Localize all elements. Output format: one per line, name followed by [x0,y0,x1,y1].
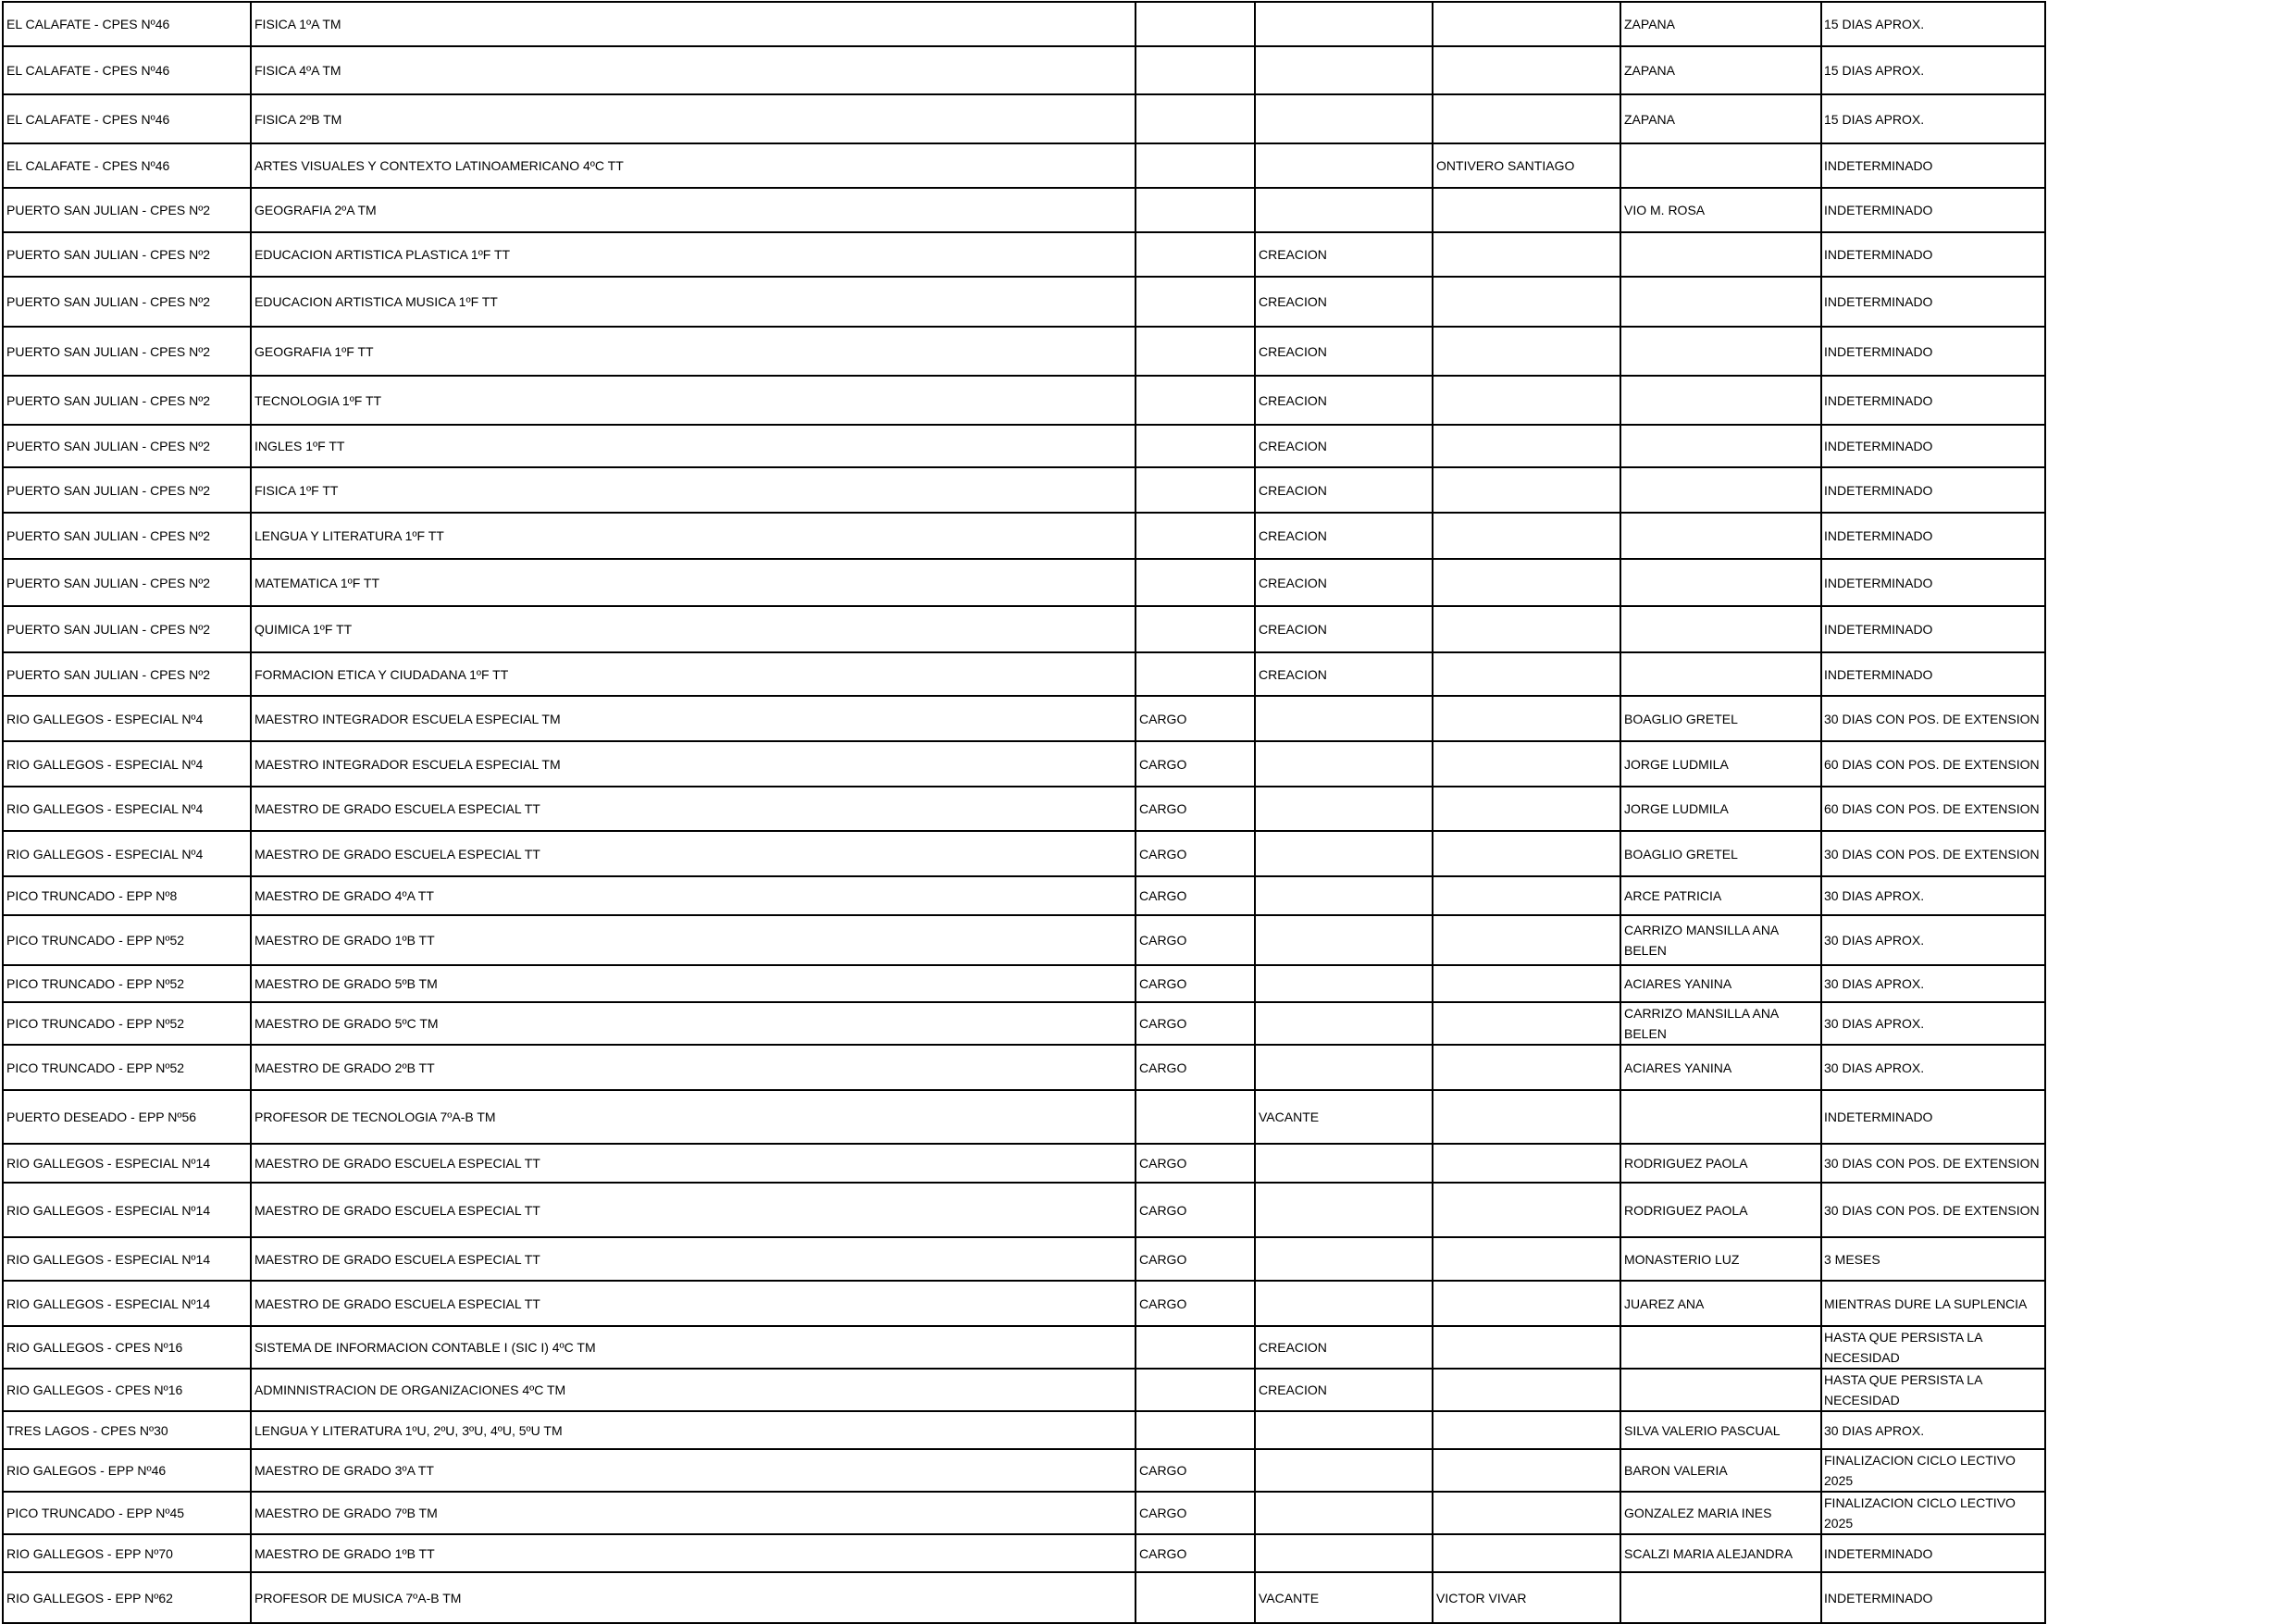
assigned-teacher-cell [1433,1369,1620,1411]
school-cell: RIO GALLEGOS - ESPECIAL Nº4 [3,696,251,741]
school-cell: PUERTO SAN JULIAN - CPES Nº2 [3,327,251,376]
substitute-teacher-cell: ZAPANA [1620,2,1821,46]
table-row [3,1449,2045,1492]
school-cell: PICO TRUNCADO - EPP Nº52 [3,1002,251,1045]
duration-cell: INDETERMINADO [1821,652,2045,696]
school-cell: PUERTO SAN JULIAN - CPES Nº2 [3,232,251,277]
school-cell: RIO GALLEGOS - ESPECIAL Nº14 [3,1237,251,1281]
assigned-teacher-cell: ONTIVERO SANTIAGO [1433,143,1620,188]
table-row [3,1237,2045,1281]
subject-cell: MAESTRO DE GRADO 7ºB TM [251,1492,1136,1534]
duration-cell: 30 DIAS CON POS. DE EXTENSION [1821,831,2045,876]
duration-cell: 30 DIAS CON POS. DE EXTENSION [1821,1144,2045,1183]
subject-cell: EDUCACION ARTISTICA PLASTICA 1ºF TT [251,232,1136,277]
type-cell: CARGO [1136,1534,1255,1572]
status-cell: CREACION [1255,559,1433,606]
substitute-teacher-cell: CARRIZO MANSILLA ANA BELEN [1620,915,1821,965]
status-cell [1255,1144,1433,1183]
assigned-teacher-cell [1433,741,1620,787]
table-row [3,1411,2045,1449]
subject-cell: MATEMATICA 1ºF TT [251,559,1136,606]
assigned-teacher-cell [1433,46,1620,94]
table-row [3,965,2045,1002]
substitute-teacher-cell [1620,143,1821,188]
subject-cell: MAESTRO DE GRADO ESCUELA ESPECIAL TT [251,1237,1136,1281]
duration-cell: 30 DIAS APROX. [1821,1411,2045,1449]
status-cell [1255,1534,1433,1572]
duration-cell: INDETERMINADO [1821,1534,2045,1572]
duration-cell: FINALIZACION CICLO LECTIVO 2025 [1821,1492,2045,1534]
assigned-teacher-cell [1433,1281,1620,1326]
school-cell: PUERTO SAN JULIAN - CPES Nº2 [3,376,251,425]
table-row [3,1369,2045,1411]
school-cell: RIO GALLEGOS - CPES Nº16 [3,1369,251,1411]
assigned-teacher-cell [1433,232,1620,277]
vacancy-table [2,1,2046,1624]
substitute-teacher-cell: ARCE PATRICIA [1620,876,1821,915]
substitute-teacher-cell [1620,1090,1821,1144]
subject-cell: FISICA 1ºA TM [251,2,1136,46]
type-cell: CARGO [1136,1281,1255,1326]
substitute-teacher-cell: MONASTERIO LUZ [1620,1237,1821,1281]
table-row [3,143,2045,188]
school-cell: RIO GALLEGOS - ESPECIAL Nº4 [3,741,251,787]
subject-cell: TECNOLOGIA 1ºF TT [251,376,1136,425]
assigned-teacher-cell [1433,1045,1620,1090]
assigned-teacher-cell [1433,467,1620,513]
substitute-teacher-cell: GONZALEZ MARIA INES [1620,1492,1821,1534]
type-cell: CARGO [1136,741,1255,787]
type-cell: CARGO [1136,787,1255,831]
type-cell [1136,467,1255,513]
duration-cell: INDETERMINADO [1821,425,2045,467]
school-cell: PUERTO DESEADO - EPP Nº56 [3,1090,251,1144]
status-cell: CREACION [1255,1369,1433,1411]
subject-cell: PROFESOR DE TECNOLOGIA 7ºA-B TM [251,1090,1136,1144]
assigned-teacher-cell [1433,277,1620,327]
table-row [3,787,2045,831]
type-cell: CARGO [1136,1492,1255,1534]
table-row [3,876,2045,915]
subject-cell: MAESTRO DE GRADO 5ºB TM [251,965,1136,1002]
assigned-teacher-cell [1433,876,1620,915]
school-cell: RIO GALLEGOS - CPES Nº16 [3,1326,251,1369]
duration-cell: 30 DIAS APROX. [1821,1002,2045,1045]
school-cell: PICO TRUNCADO - EPP Nº52 [3,915,251,965]
school-cell: EL CALAFATE - CPES Nº46 [3,143,251,188]
status-cell [1255,1411,1433,1449]
duration-cell: INDETERMINADO [1821,376,2045,425]
subject-cell: MAESTRO DE GRADO ESCUELA ESPECIAL TT [251,787,1136,831]
school-cell: PUERTO SAN JULIAN - CPES Nº2 [3,513,251,559]
school-cell: PUERTO SAN JULIAN - CPES Nº2 [3,467,251,513]
duration-cell: INDETERMINADO [1821,467,2045,513]
substitute-teacher-cell [1620,376,1821,425]
substitute-teacher-cell: ACIARES YANINA [1620,1045,1821,1090]
substitute-teacher-cell: ZAPANA [1620,94,1821,143]
school-cell: RIO GALLEGOS - ESPECIAL Nº14 [3,1183,251,1237]
type-cell: CARGO [1136,1144,1255,1183]
duration-cell: 60 DIAS CON POS. DE EXTENSION [1821,787,2045,831]
table-row [3,376,2045,425]
status-cell [1255,1002,1433,1045]
table-row [3,606,2045,652]
assigned-teacher-cell [1433,1326,1620,1369]
duration-cell: INDETERMINADO [1821,606,2045,652]
table-row [3,1534,2045,1572]
substitute-teacher-cell [1620,467,1821,513]
table-row [3,425,2045,467]
subject-cell: LENGUA Y LITERATURA 1ºU, 2ºU, 3ºU, 4ºU, 5ºU TM [251,1411,1136,1449]
type-cell [1136,277,1255,327]
duration-cell: 30 DIAS CON POS. DE EXTENSION [1821,1183,2045,1237]
school-cell: RIO GALLEGOS - ESPECIAL Nº14 [3,1281,251,1326]
assigned-teacher-cell [1433,94,1620,143]
status-cell: CREACION [1255,425,1433,467]
duration-cell: 30 DIAS APROX. [1821,965,2045,1002]
status-cell [1255,143,1433,188]
substitute-teacher-cell: VIO M. ROSA [1620,188,1821,232]
duration-cell: INDETERMINADO [1821,1090,2045,1144]
status-cell [1255,696,1433,741]
status-cell [1255,1183,1433,1237]
duration-cell: MIENTRAS DURE LA SUPLENCIA [1821,1281,2045,1326]
assigned-teacher-cell [1433,915,1620,965]
substitute-teacher-cell: SCALZI MARIA ALEJANDRA [1620,1534,1821,1572]
duration-cell: 15 DIAS APROX. [1821,2,2045,46]
substitute-teacher-cell [1620,1572,1821,1623]
substitute-teacher-cell: SILVA VALERIO PASCUAL [1620,1411,1821,1449]
status-cell: CREACION [1255,467,1433,513]
subject-cell: EDUCACION ARTISTICA MUSICA 1ºF TT [251,277,1136,327]
status-cell [1255,915,1433,965]
table-row [3,559,2045,606]
assigned-teacher-cell [1433,188,1620,232]
subject-cell: GEOGRAFIA 2ºA TM [251,188,1136,232]
subject-cell: INGLES 1ºF TT [251,425,1136,467]
table-row [3,831,2045,876]
table-row [3,696,2045,741]
assigned-teacher-cell [1433,425,1620,467]
subject-cell: FORMACION ETICA Y CIUDADANA 1ºF TT [251,652,1136,696]
school-cell: RIO GALLEGOS - EPP Nº62 [3,1572,251,1623]
table-row [3,327,2045,376]
type-cell [1136,652,1255,696]
subject-cell: MAESTRO DE GRADO 2ºB TT [251,1045,1136,1090]
type-cell [1136,1411,1255,1449]
subject-cell: MAESTRO DE GRADO ESCUELA ESPECIAL TT [251,831,1136,876]
table-row [3,1281,2045,1326]
type-cell [1136,2,1255,46]
type-cell: CARGO [1136,965,1255,1002]
duration-cell: 30 DIAS APROX. [1821,1045,2045,1090]
subject-cell: PROFESOR DE MUSICA 7ºA-B TM [251,1572,1136,1623]
assigned-teacher-cell [1433,1534,1620,1572]
status-cell [1255,1281,1433,1326]
status-cell: VACANTE [1255,1572,1433,1623]
school-cell: RIO GALLEGOS - EPP Nº70 [3,1534,251,1572]
assigned-teacher-cell [1433,652,1620,696]
table-row [3,46,2045,94]
type-cell: CARGO [1136,876,1255,915]
subject-cell: MAESTRO DE GRADO 1ºB TT [251,1534,1136,1572]
school-cell: RIO GALEGOS - EPP Nº46 [3,1449,251,1492]
subject-cell: MAESTRO DE GRADO 1ºB TT [251,915,1136,965]
substitute-teacher-cell [1620,513,1821,559]
status-cell: CREACION [1255,606,1433,652]
subject-cell: FISICA 2ºB TM [251,94,1136,143]
table-row [3,1144,2045,1183]
type-cell [1136,1572,1255,1623]
status-cell [1255,1237,1433,1281]
status-cell: CREACION [1255,652,1433,696]
school-cell: PUERTO SAN JULIAN - CPES Nº2 [3,425,251,467]
school-cell: TRES LAGOS - CPES Nº30 [3,1411,251,1449]
type-cell [1136,513,1255,559]
assigned-teacher-cell: VICTOR VIVAR [1433,1572,1620,1623]
assigned-teacher-cell [1433,327,1620,376]
status-cell [1255,965,1433,1002]
duration-cell: INDETERMINADO [1821,143,2045,188]
subject-cell: MAESTRO DE GRADO ESCUELA ESPECIAL TT [251,1183,1136,1237]
table-row [3,652,2045,696]
duration-cell: 30 DIAS CON POS. DE EXTENSION [1821,696,2045,741]
type-cell: CARGO [1136,831,1255,876]
assigned-teacher-cell [1433,831,1620,876]
assigned-teacher-cell [1433,1002,1620,1045]
school-cell: PUERTO SAN JULIAN - CPES Nº2 [3,188,251,232]
table-row [3,188,2045,232]
school-cell: RIO GALLEGOS - ESPECIAL Nº4 [3,787,251,831]
type-cell [1136,46,1255,94]
status-cell [1255,1449,1433,1492]
subject-cell: LENGUA Y LITERATURA 1ºF TT [251,513,1136,559]
school-cell: EL CALAFATE - CPES Nº46 [3,2,251,46]
duration-cell: 30 DIAS APROX. [1821,876,2045,915]
status-cell: CREACION [1255,376,1433,425]
table-row [3,277,2045,327]
duration-cell: HASTA QUE PERSISTA LA NECESIDAD [1821,1326,2045,1369]
type-cell: CARGO [1136,1449,1255,1492]
school-cell: PUERTO SAN JULIAN - CPES Nº2 [3,277,251,327]
type-cell [1136,1090,1255,1144]
assigned-teacher-cell [1433,965,1620,1002]
table-row [3,915,2045,965]
substitute-teacher-cell: BARON VALERIA [1620,1449,1821,1492]
type-cell: CARGO [1136,1237,1255,1281]
substitute-teacher-cell: ACIARES YANINA [1620,965,1821,1002]
status-cell: CREACION [1255,232,1433,277]
status-cell [1255,831,1433,876]
assigned-teacher-cell [1433,1449,1620,1492]
type-cell [1136,327,1255,376]
duration-cell: HASTA QUE PERSISTA LA NECESIDAD [1821,1369,2045,1411]
duration-cell: INDETERMINADO [1821,513,2045,559]
status-cell: CREACION [1255,277,1433,327]
assigned-teacher-cell [1433,376,1620,425]
status-cell [1255,94,1433,143]
subject-cell: MAESTRO DE GRADO 4ºA TT [251,876,1136,915]
type-cell [1136,188,1255,232]
status-cell [1255,787,1433,831]
assigned-teacher-cell [1433,787,1620,831]
table-row [3,1090,2045,1144]
school-cell: PICO TRUNCADO - EPP Nº45 [3,1492,251,1534]
substitute-teacher-cell: ZAPANA [1620,46,1821,94]
school-cell: RIO GALLEGOS - ESPECIAL Nº4 [3,831,251,876]
subject-cell: QUIMICA 1ºF TT [251,606,1136,652]
subject-cell: FISICA 4ºA TM [251,46,1136,94]
assigned-teacher-cell [1433,1144,1620,1183]
substitute-teacher-cell [1620,559,1821,606]
duration-cell: FINALIZACION CICLO LECTIVO 2025 [1821,1449,2045,1492]
school-cell: RIO GALLEGOS - ESPECIAL Nº14 [3,1144,251,1183]
subject-cell: ADMINNISTRACION DE ORGANIZACIONES 4ºC TM [251,1369,1136,1411]
status-cell [1255,1045,1433,1090]
substitute-teacher-cell [1620,1369,1821,1411]
duration-cell: 15 DIAS APROX. [1821,94,2045,143]
substitute-teacher-cell [1620,277,1821,327]
status-cell [1255,876,1433,915]
table-row [3,467,2045,513]
assigned-teacher-cell [1433,1411,1620,1449]
type-cell: CARGO [1136,1002,1255,1045]
substitute-teacher-cell: RODRIGUEZ PAOLA [1620,1183,1821,1237]
table-row [3,1572,2045,1623]
duration-cell: 3 MESES [1821,1237,2045,1281]
duration-cell: INDETERMINADO [1821,559,2045,606]
status-cell: CREACION [1255,327,1433,376]
substitute-teacher-cell: CARRIZO MANSILLA ANA BELEN [1620,1002,1821,1045]
substitute-teacher-cell [1620,606,1821,652]
duration-cell: 15 DIAS APROX. [1821,46,2045,94]
type-cell [1136,559,1255,606]
assigned-teacher-cell [1433,2,1620,46]
assigned-teacher-cell [1433,1183,1620,1237]
status-cell: CREACION [1255,1326,1433,1369]
duration-cell: INDETERMINADO [1821,188,2045,232]
table-row [3,741,2045,787]
type-cell [1136,606,1255,652]
substitute-teacher-cell [1620,327,1821,376]
status-cell [1255,46,1433,94]
school-cell: EL CALAFATE - CPES Nº46 [3,46,251,94]
duration-cell: 60 DIAS CON POS. DE EXTENSION [1821,741,2045,787]
status-cell: VACANTE [1255,1090,1433,1144]
type-cell: CARGO [1136,1183,1255,1237]
subject-cell: ARTES VISUALES Y CONTEXTO LATINOAMERICANO 4ºC TT [251,143,1136,188]
assigned-teacher-cell [1433,559,1620,606]
subject-cell: MAESTRO INTEGRADOR ESCUELA ESPECIAL TM [251,741,1136,787]
table-row [3,1183,2045,1237]
duration-cell: INDETERMINADO [1821,232,2045,277]
type-cell [1136,425,1255,467]
assigned-teacher-cell [1433,1492,1620,1534]
school-cell: PUERTO SAN JULIAN - CPES Nº2 [3,652,251,696]
status-cell [1255,741,1433,787]
subject-cell: MAESTRO DE GRADO 5ºC TM [251,1002,1136,1045]
table-row [3,1045,2045,1090]
subject-cell: SISTEMA DE INFORMACION CONTABLE I (SIC I) 4ºC TM [251,1326,1136,1369]
type-cell [1136,1369,1255,1411]
table-row [3,1002,2045,1045]
duration-cell: 30 DIAS APROX. [1821,915,2045,965]
status-cell: CREACION [1255,513,1433,559]
subject-cell: FISICA 1ºF TT [251,467,1136,513]
school-cell: PUERTO SAN JULIAN - CPES Nº2 [3,559,251,606]
substitute-teacher-cell: RODRIGUEZ PAOLA [1620,1144,1821,1183]
substitute-teacher-cell: JORGE LUDMILA [1620,787,1821,831]
school-cell: PICO TRUNCADO - EPP Nº52 [3,1045,251,1090]
substitute-teacher-cell: BOAGLIO GRETEL [1620,696,1821,741]
assigned-teacher-cell [1433,513,1620,559]
type-cell: CARGO [1136,1045,1255,1090]
substitute-teacher-cell [1620,1326,1821,1369]
duration-cell: INDETERMINADO [1821,1572,2045,1623]
substitute-teacher-cell: JUAREZ ANA [1620,1281,1821,1326]
type-cell [1136,94,1255,143]
status-cell [1255,1492,1433,1534]
assigned-teacher-cell [1433,1090,1620,1144]
subject-cell: MAESTRO INTEGRADOR ESCUELA ESPECIAL TM [251,696,1136,741]
duration-cell: INDETERMINADO [1821,277,2045,327]
table-row [3,94,2045,143]
assigned-teacher-cell [1433,606,1620,652]
type-cell [1136,1326,1255,1369]
type-cell [1136,376,1255,425]
type-cell [1136,232,1255,277]
duration-cell: INDETERMINADO [1821,327,2045,376]
subject-cell: MAESTRO DE GRADO ESCUELA ESPECIAL TT [251,1144,1136,1183]
school-cell: PUERTO SAN JULIAN - CPES Nº2 [3,606,251,652]
type-cell: CARGO [1136,696,1255,741]
substitute-teacher-cell: JORGE LUDMILA [1620,741,1821,787]
status-cell [1255,188,1433,232]
table-row [3,1326,2045,1369]
table-row [3,513,2045,559]
subject-cell: MAESTRO DE GRADO ESCUELA ESPECIAL TT [251,1281,1136,1326]
type-cell [1136,143,1255,188]
school-cell: PICO TRUNCADO - EPP Nº8 [3,876,251,915]
assigned-teacher-cell [1433,1237,1620,1281]
subject-cell: MAESTRO DE GRADO 3ºA TT [251,1449,1136,1492]
table-row [3,2,2045,46]
substitute-teacher-cell [1620,652,1821,696]
type-cell: CARGO [1136,915,1255,965]
subject-cell: GEOGRAFIA 1ºF TT [251,327,1136,376]
status-cell [1255,2,1433,46]
substitute-teacher-cell: BOAGLIO GRETEL [1620,831,1821,876]
substitute-teacher-cell [1620,232,1821,277]
table-row [3,232,2045,277]
table-row [3,1492,2045,1534]
assigned-teacher-cell [1433,696,1620,741]
school-cell: PICO TRUNCADO - EPP Nº52 [3,965,251,1002]
substitute-teacher-cell [1620,425,1821,467]
school-cell: EL CALAFATE - CPES Nº46 [3,94,251,143]
